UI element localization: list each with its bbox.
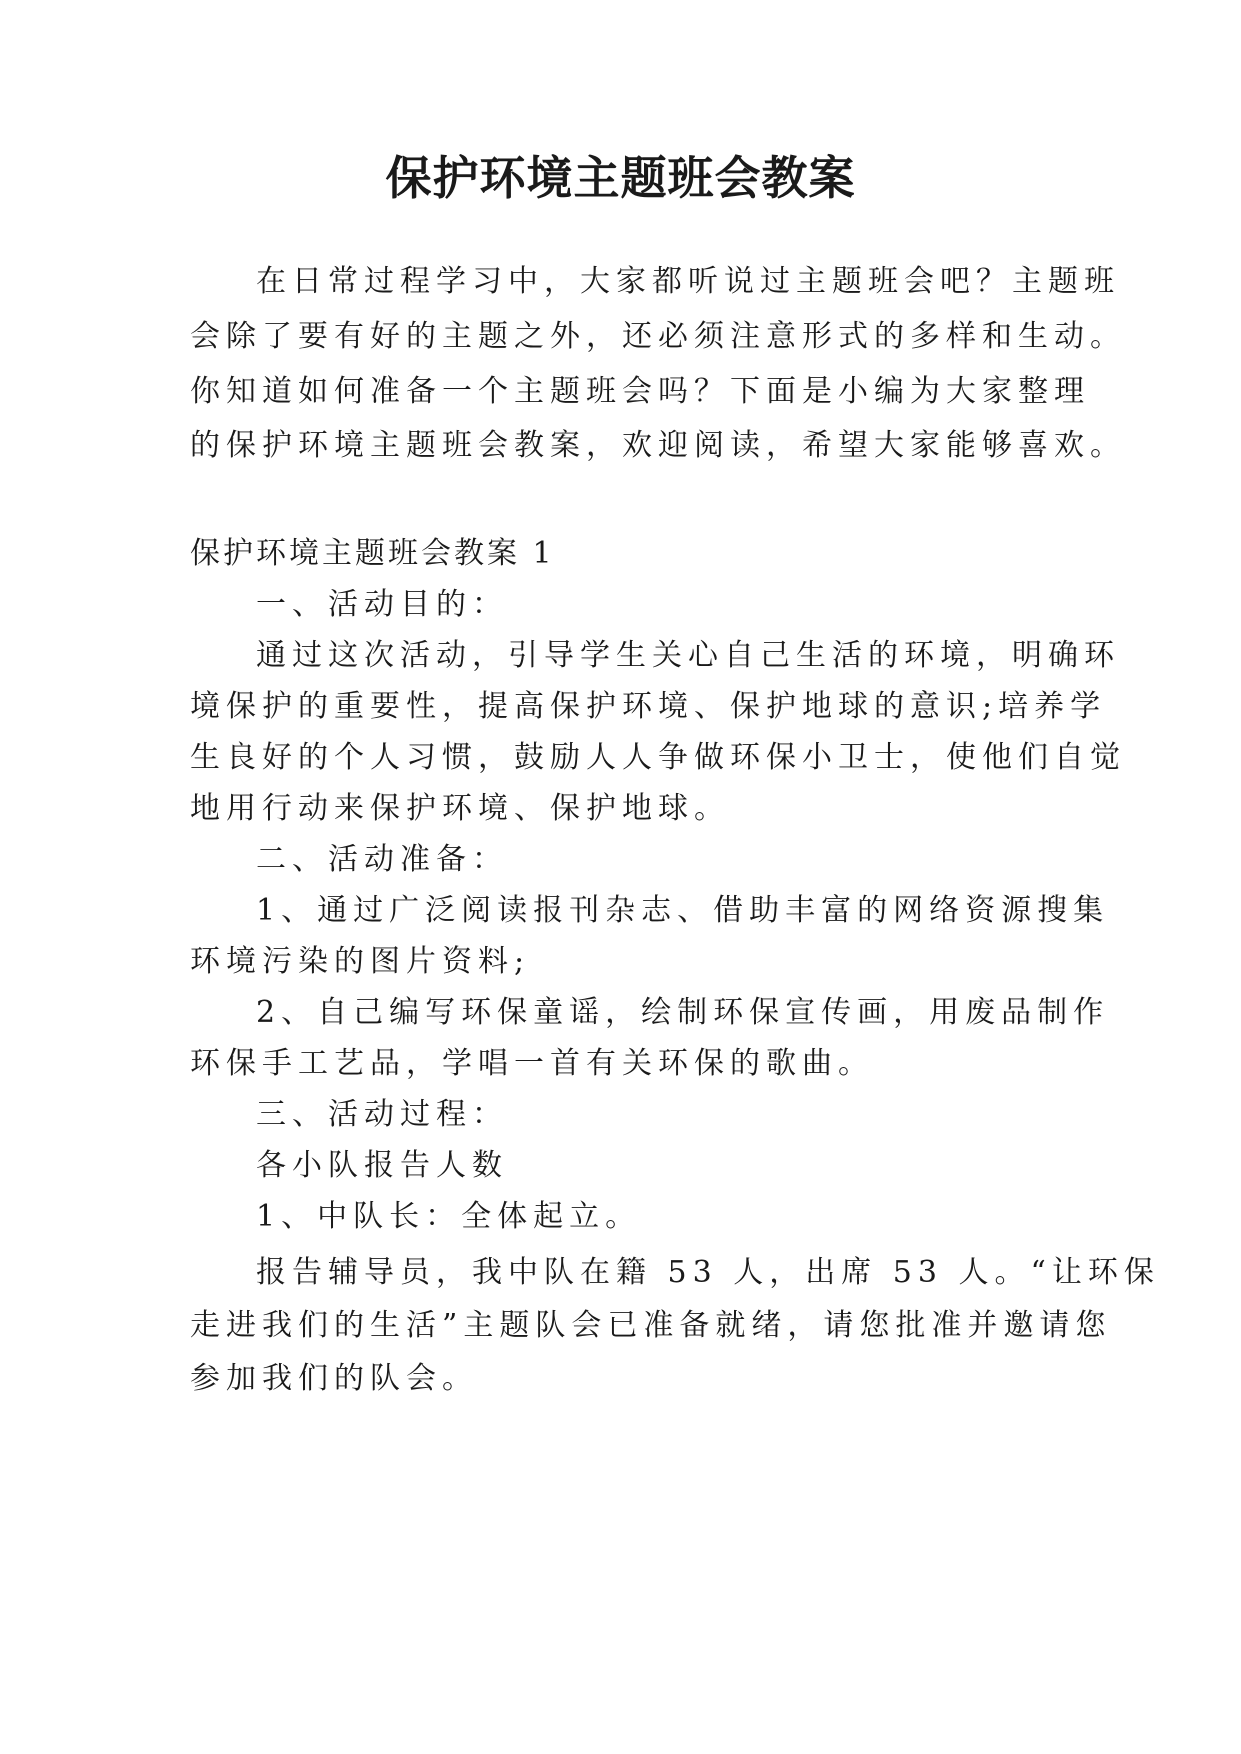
body-line: 走进我们的生活”主题队会已准备就绪，请您批准并邀请您 xyxy=(190,1308,1112,1343)
body-line: 1、通过广泛阅读报刊杂志、借助丰富的网络资源搜集 xyxy=(256,893,1110,928)
body-line: 1、中队长：全体起立。 xyxy=(256,1199,642,1234)
body-line: 地用行动来保护环境、保护地球。 xyxy=(190,791,730,826)
document-title: 保护环境主题班会教案 xyxy=(385,151,856,205)
body-line: 2、自己编写环保童谣，绘制环保宣传画，用废品制作 xyxy=(256,995,1110,1030)
body-line: 生良好的个人习惯，鼓励人人争做环保小卫士，使他们自觉 xyxy=(190,740,1126,775)
intro-line: 在日常过程学习中，大家都听说过主题班会吧？主题班 xyxy=(256,264,1120,299)
body-line: 三、活动过程： xyxy=(256,1097,508,1132)
intro-line: 你知道如何准备一个主题班会吗？下面是小编为大家整理 xyxy=(190,374,1090,409)
body-line: 二、活动准备： xyxy=(256,842,508,877)
body-line: 通过这次活动，引导学生关心自己生活的环境，明确环 xyxy=(256,638,1120,673)
body-line: 报告辅导员，我中队在籍 53 人，出席 53 人。“让环保 xyxy=(256,1255,1160,1290)
intro-line: 的保护环境主题班会教案，欢迎阅读，希望大家能够喜欢。 xyxy=(190,428,1126,463)
body-line: 一、活动目的： xyxy=(256,587,508,622)
body-line: 参加我们的队会。 xyxy=(190,1361,478,1396)
body-line: 境保护的重要性，提高保护环境、保护地球的意识;培养学 xyxy=(190,689,1107,724)
body-line: 环保手工艺品，学唱一首有关环保的歌曲。 xyxy=(190,1046,874,1081)
body-line: 环境污染的图片资料; xyxy=(190,944,531,979)
intro-line: 会除了要有好的主题之外，还必须注意形式的多样和生动。 xyxy=(190,319,1126,354)
body-line: 各小队报告人数 xyxy=(256,1148,508,1183)
section-title: 保护环境主题班会教案 1 xyxy=(190,536,555,571)
